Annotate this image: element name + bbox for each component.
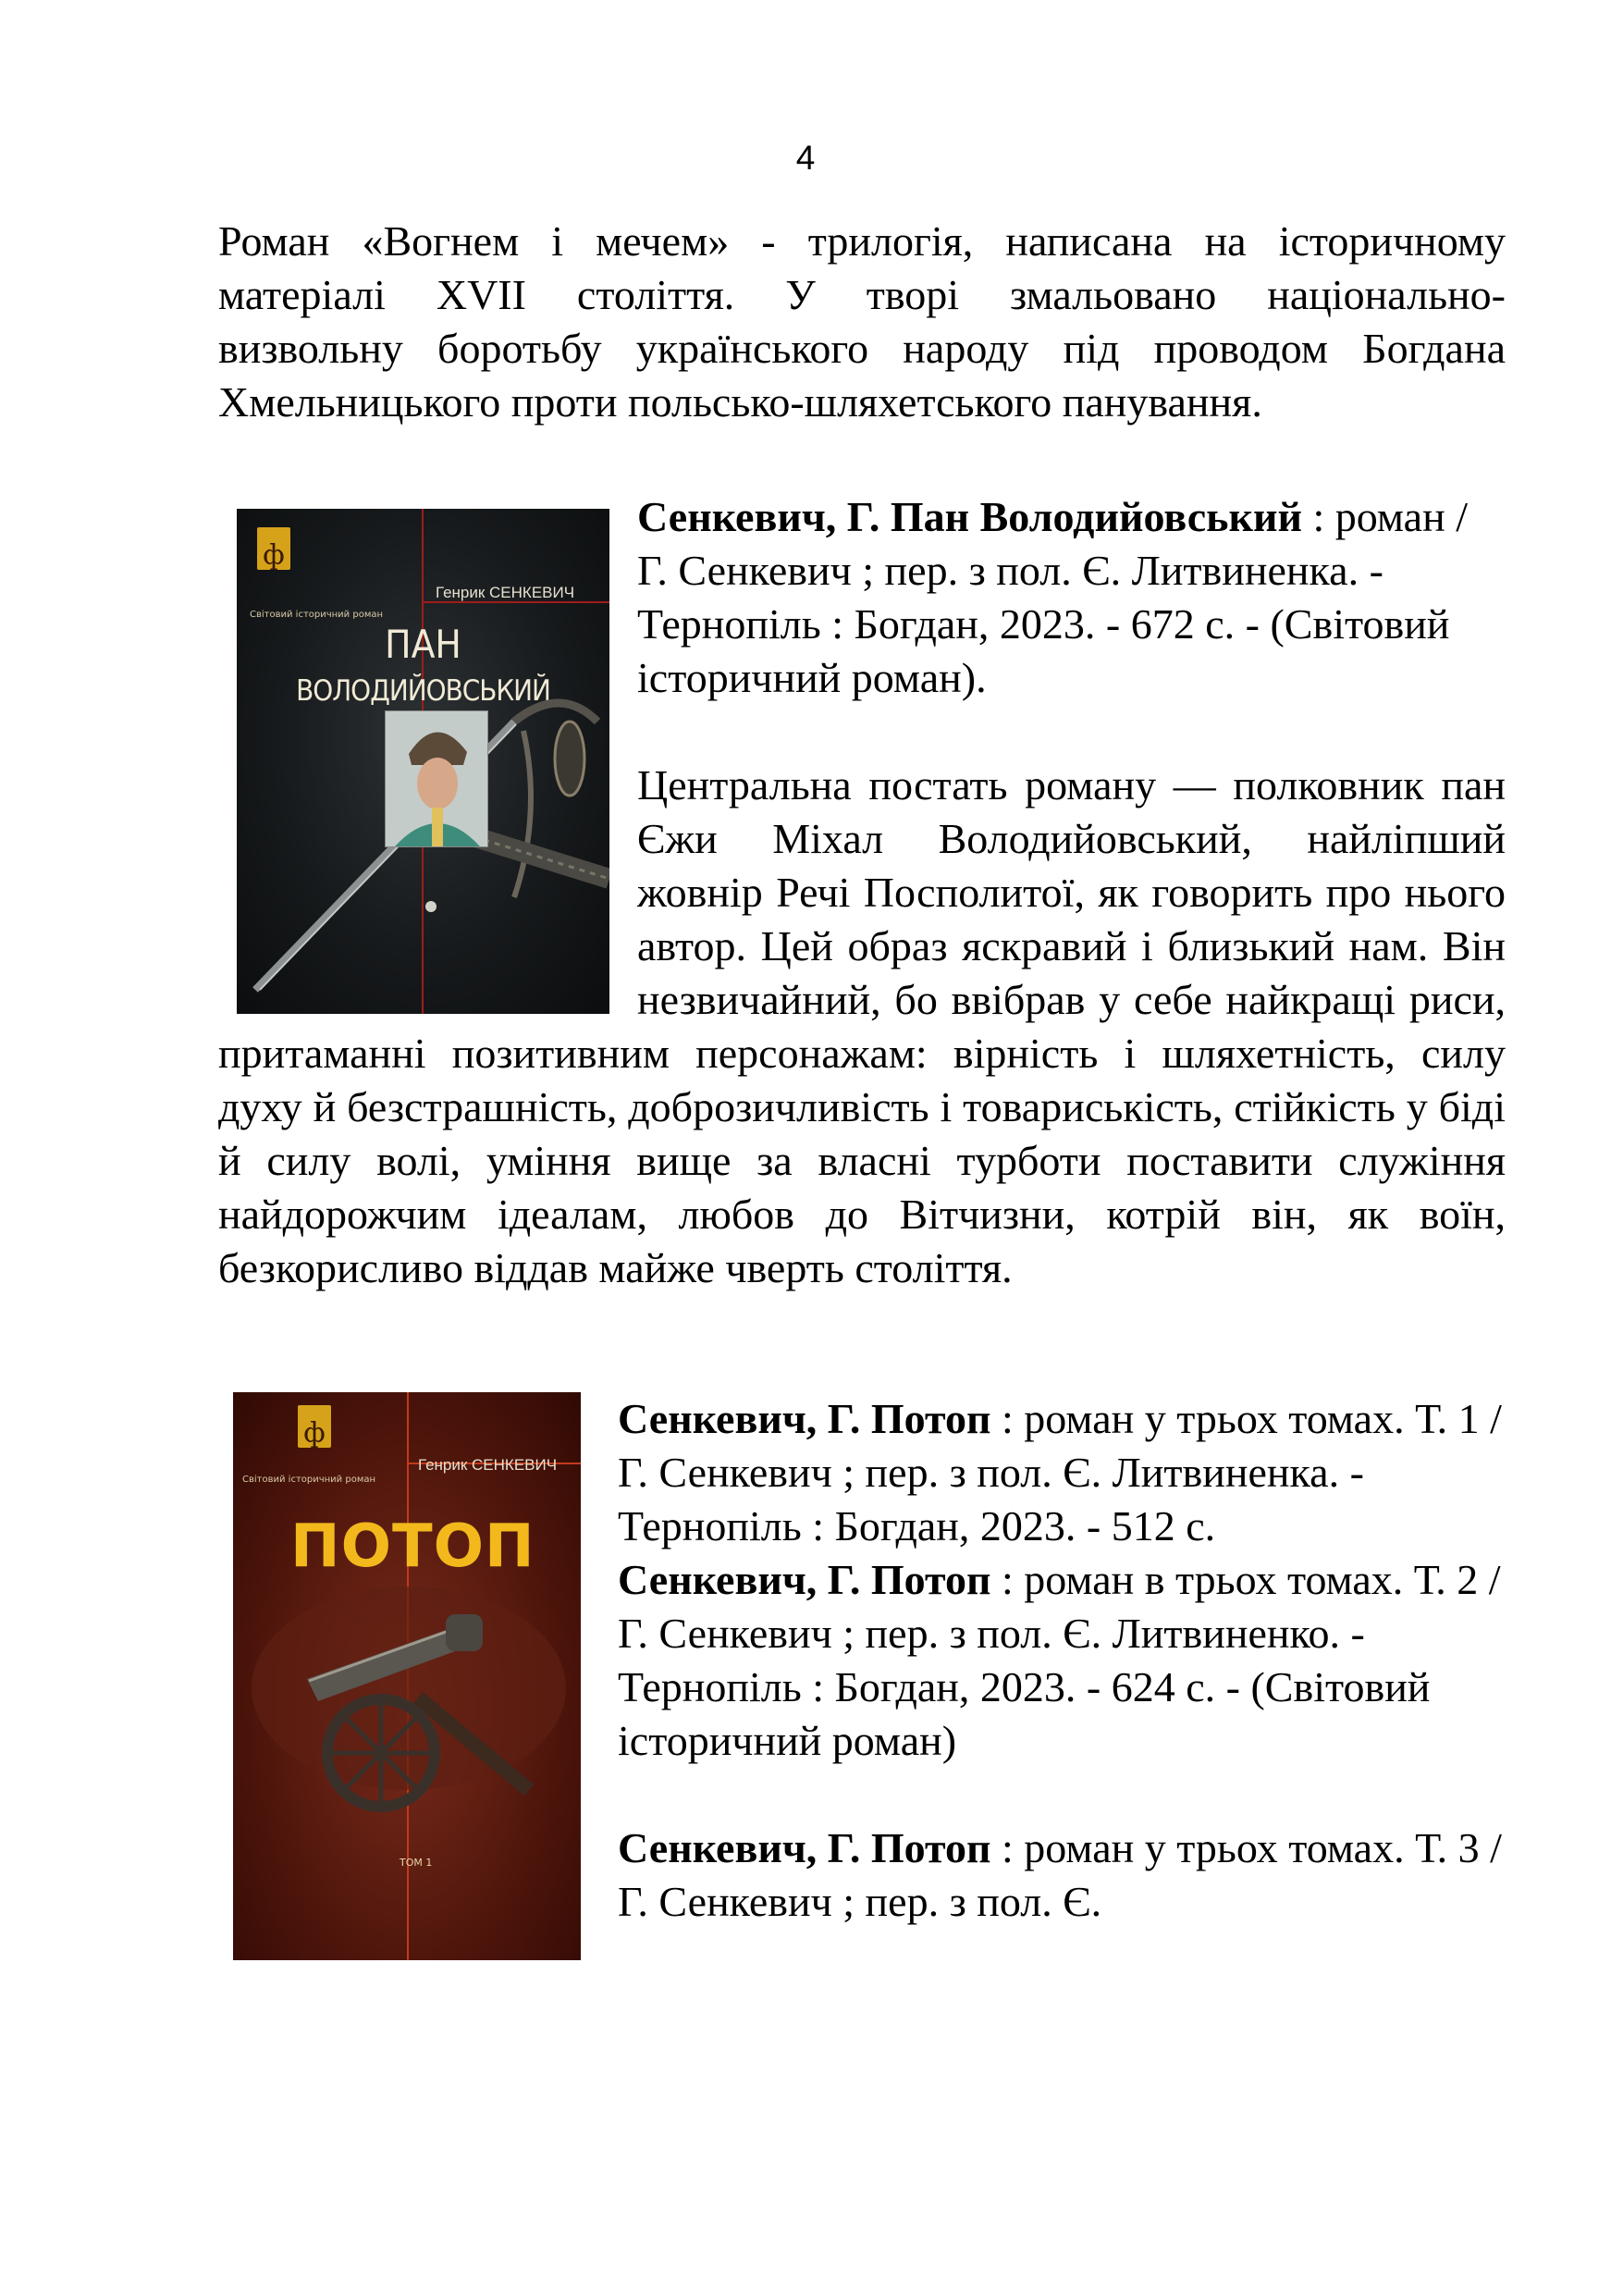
intro-line: визвольну боротьбу українського народу під проводом Богдана <box>218 325 1506 372</box>
cover-portrait <box>385 710 488 847</box>
citation-details: : роман у трьох томах. Т. 1 / Г. Сенкевич ; пер. з пол. Є. Литвиненка. - Тернопіль : Богдан, 2023. - 512 с. <box>618 1395 1502 1549</box>
page-number: 4 <box>795 139 816 177</box>
portrait-illustration <box>386 711 487 846</box>
intro-paragraph <box>218 215 1506 429</box>
cover-series: Світовий історичний роман <box>242 1475 376 1485</box>
cover-author: Генрик СЕНКЕВИЧ <box>436 584 575 601</box>
intro-line: матеріалі XVII століття. У творі змальовано національно- <box>218 271 1506 318</box>
cover-volume: ТОМ 1 <box>400 1857 433 1869</box>
book-cover-potop <box>233 1392 581 1960</box>
book-cover-pan-volodyiovskyi <box>237 509 609 1014</box>
intro-line: Роман «Вогнем і мечем» - трилогія, написана на історичному <box>218 217 1506 265</box>
citation-title: Сенкевич, Г. Потоп <box>618 1556 991 1603</box>
cover-title: ПАН <box>385 622 461 667</box>
book-description: Центральна постать роману — полковник пан Єжи Міхал Володийовський, найліпший жовнір Речі Посполитої, як говорить про нього автор. Цей образ яскравий і близький нам. Він незвичайний, бо ввібрав у себе найкращі риси, притаманні позитивним персонажам: вірність і шляхетність, силу духу й безстрашність, доброзичливість і товариськість, стійкість у біді й силу волі, уміння вище за власні турботи поставити служіння найдорожчим ідеалам, любов до Вітчизни, котрій він, як воїн, безкорисливо віддав майже чверть століття. <box>218 761 1506 1291</box>
citation-details: : роман / Г. Сенкевич ; пер. з пол. Є. Литвиненка. - Тернопіль : Богдан, 2023. - 672 с. - (Світовий історичний роман). <box>637 493 1468 701</box>
intro-line: Хмельницького проти польсько-шляхетського панування. <box>218 378 1262 426</box>
citation-details: : роман у трьох томах. Т. 3 / Г. Сенкевич ; пер. з пол. Є. <box>618 1824 1502 1925</box>
cover-title: ПОТОП <box>290 1512 535 1581</box>
citation-title: Сенкевич, Г. Потоп <box>618 1824 991 1871</box>
cover-series: Світовий історичний роман <box>250 610 384 620</box>
book-entry-pan-volodyiovskyi <box>218 490 1506 1295</box>
citation-details: : роман в трьох томах. Т. 2 / Г. Сенкевич ; пер. з пол. Є. Литвиненко. - Тернопіль : Богдан, 2023. - 624 с. - (Світовий історичний роман) <box>618 1556 1501 1764</box>
cover-title: ВОЛОДИЙОВСЬКИЙ <box>296 674 550 708</box>
citation-title: Сенкевич, Г. Пан Володийовський <box>637 493 1302 540</box>
citation-title: Сенкевич, Г. Потоп <box>618 1395 991 1442</box>
book-entry-potop <box>218 1392 1506 1960</box>
cover-author: Генрик СЕНКЕВИЧ <box>418 1456 558 1474</box>
